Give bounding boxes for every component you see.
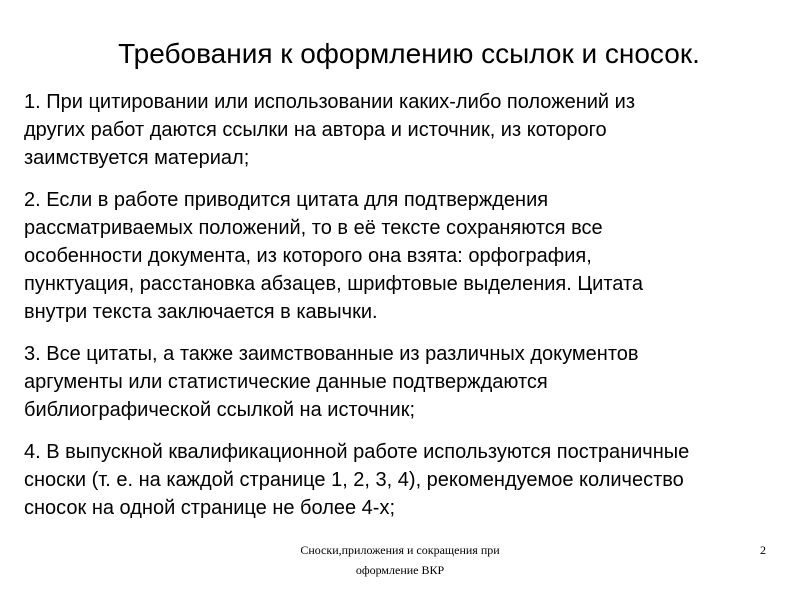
page-number: 2 [760,543,766,557]
footer-line: Сноски,приложения и сокращения при [300,543,500,557]
slide-body [24,88,784,536]
paragraph-line: 3. Все цитаты, а также заимствованные из различных документов [24,343,639,365]
paragraph-line: 1. При цитировании или использовании каких-либо положений из [24,91,635,113]
slide-title: Требования к оформлению ссылок и сносок. [118,38,700,69]
paragraph-line: 4. В выпускной квалификационной работе используются постраничные [24,441,690,463]
paragraph-line: заимствуется материал; [24,147,250,169]
paragraph-line: рассматриваемых положений, то в её тексте сохраняются все [24,217,603,239]
paragraph-line: 2. Если в работе приводится цитата для подтверждения [24,189,549,211]
paragraph-line: аргументы или статистические данные подтверждаются [24,371,548,393]
footer-line: оформление ВКР [355,563,445,577]
paragraph-3 [24,340,784,424]
paragraph-line: внутри текста заключается в кавычки. [24,301,378,323]
paragraph-line: сноски (т. е. на каждой странице 1, 2, 3, 4), рекомендуемое количество [24,469,684,491]
paragraph-line: других работ даются ссылки на автора и источник, из которого [24,119,607,141]
paragraph-1 [24,88,784,172]
paragraph-line: особенности документа, из которого она взята: орфография, [24,245,592,267]
paragraph-2 [24,186,784,326]
slide-footer [255,540,545,580]
paragraph-line: пунктуация, расстановка абзацев, шрифтовые выделения. Цитата [24,273,644,295]
paragraph-line: сносок на одной странице не более 4-х; [24,497,396,519]
paragraph-line: библиографической ссылкой на источник; [24,399,416,421]
paragraph-4 [24,438,784,522]
